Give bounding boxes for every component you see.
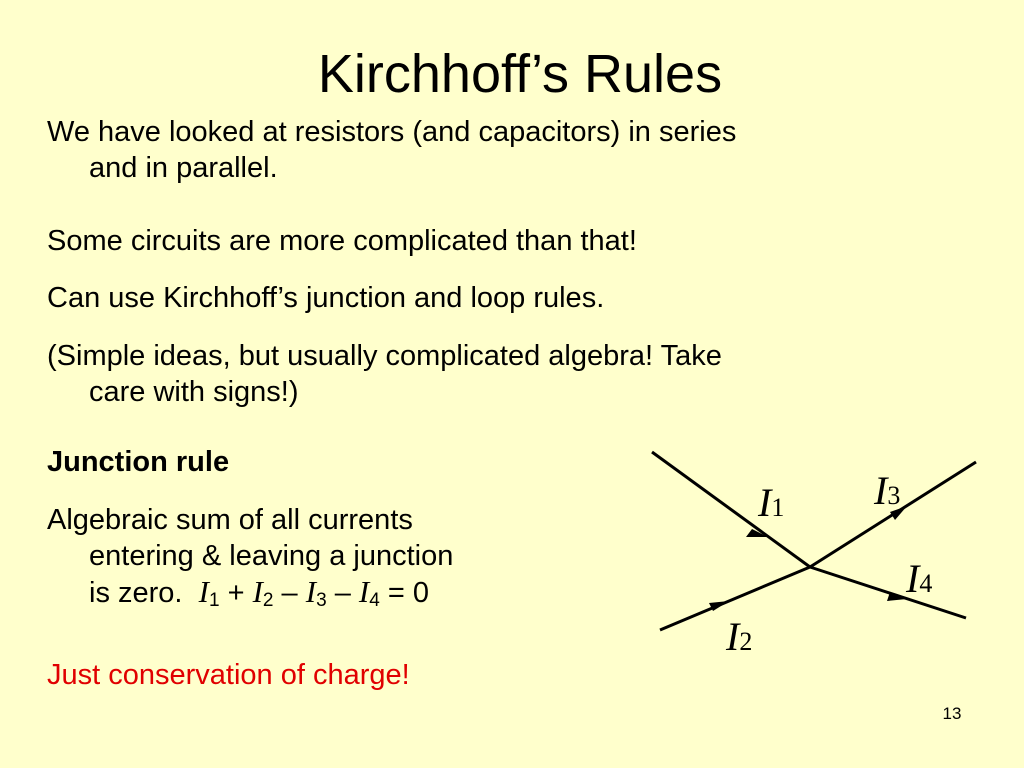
paragraph-series-parallel	[47, 114, 736, 186]
paragraph-complicated: Some circuits are more complicated than that!	[47, 225, 637, 257]
junction-formula-line	[47, 574, 453, 611]
formula-op: –	[281, 577, 298, 609]
formula-var: I	[252, 574, 263, 609]
current-label-i3: I3	[874, 468, 901, 513]
wire-i1	[652, 452, 810, 567]
paragraph-line: (Simple ideas, but usually complicated algebra! Take	[47, 340, 722, 372]
paragraph-kirchhoff-rules: Can use Kirchhoff’s junction and loop rules.	[47, 282, 605, 314]
formula-var: I	[358, 574, 370, 609]
paragraph-algebraic-sum	[47, 502, 453, 611]
junction-diagram	[640, 440, 980, 650]
formula-prefix: is zero.	[89, 577, 183, 609]
wire-i4	[810, 567, 966, 618]
slide-number: 13	[942, 704, 962, 723]
junction-rule-heading: Junction rule	[47, 446, 230, 478]
current-label-i2: I2	[726, 614, 753, 650]
paragraph-line: entering & leaving a junction	[89, 540, 454, 572]
paragraph-line: and in parallel.	[89, 152, 278, 184]
paragraph-line: We have looked at resistors (and capacitors) in series	[47, 116, 737, 148]
current-label-i4: I4	[906, 556, 933, 601]
formula-op: +	[227, 577, 245, 609]
slide-title: Kirchhoff’s Rules	[317, 44, 723, 104]
paragraph-line: care with signs!)	[89, 376, 299, 408]
formula-var: I	[198, 574, 209, 609]
formula-sub: 2	[262, 590, 274, 611]
formula-sub: 3	[316, 590, 327, 611]
formula-op: –	[334, 577, 351, 609]
formula-sub: 4	[369, 590, 380, 611]
conservation-note: Just conservation of charge!	[47, 659, 410, 691]
formula-sub: 1	[208, 590, 220, 611]
paragraph-simple-ideas	[47, 338, 722, 410]
formula-eq: = 0	[387, 577, 430, 609]
formula-var: I	[305, 574, 317, 609]
current-label-i1: I1	[758, 480, 785, 525]
paragraph-line: Algebraic sum of all currents	[47, 504, 413, 536]
